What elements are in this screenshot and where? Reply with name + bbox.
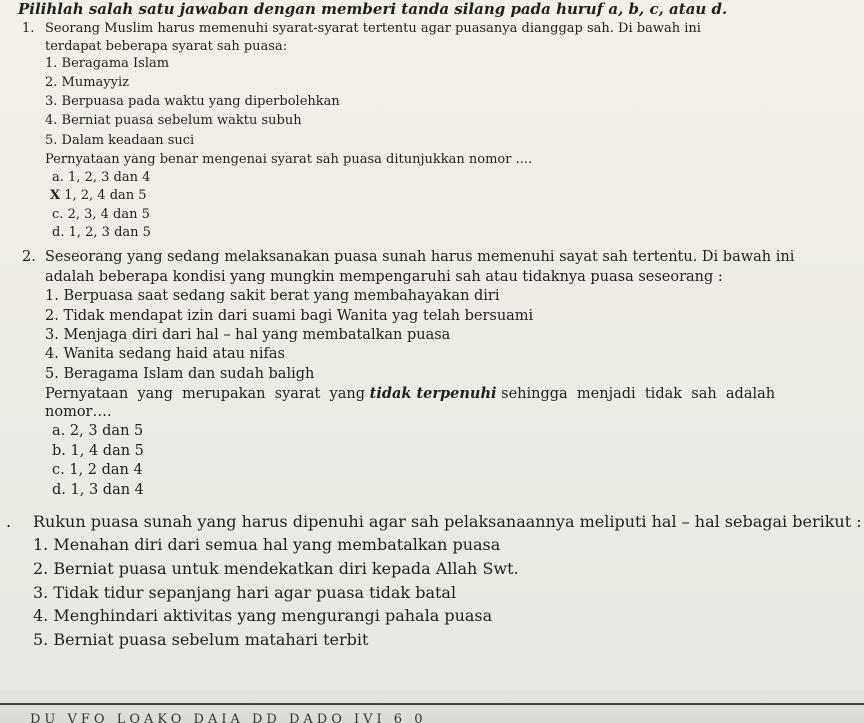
- q1-item-5: 5. Dalam keadaan suci: [45, 133, 195, 148]
- option-letter: d.: [52, 482, 66, 498]
- option-text: 2, 3 dan 5: [69, 423, 144, 439]
- option-text: 1, 2, 3 dan 5: [68, 225, 151, 240]
- q1-item-4: 4. Berniat puasa sebelum waktu subuh: [45, 113, 302, 128]
- q2-item-4: 4. Wanita sedang haid atau nifas: [45, 346, 285, 362]
- option-letter: b.: [52, 443, 66, 459]
- option-text: 1, 2 dan 4: [69, 462, 143, 478]
- cut-off-text: DU VFO LOAKO DAIA DD DADO IVI 6 0: [30, 712, 427, 723]
- q3-stem: Rukun puasa sunah yang harus dipenuhi agar sah pelaksanaannya meliputi hal – hal sebagai berikut :: [33, 512, 862, 531]
- q1-option-a[interactable]: [52, 170, 150, 185]
- q2-option-c[interactable]: [52, 462, 143, 478]
- q2-stem-line1: Seseorang yang sedang melaksanakan puasa sunah harus memenuhi sayat sah tertentu. Di bawah ini: [45, 249, 795, 265]
- q1-item-2: 2. Mumayyiz: [45, 75, 129, 90]
- option-letter: a.: [52, 170, 64, 185]
- option-letter: a.: [52, 423, 66, 439]
- q2-question-part2: sehingga menjadi tidak sah adalah: [496, 386, 776, 402]
- q2-question-part1: Pernyataan yang merupakan syarat yang: [45, 386, 370, 402]
- q3-number: .: [6, 512, 12, 531]
- page-divider-line: [0, 703, 864, 705]
- q3-item-4: 4. Menghindari aktivitas yang mengurangi pahala puasa: [33, 606, 493, 625]
- q3-item-2: 2. Berniat puasa untuk mendekatkan diri kepada Allah Swt.: [33, 559, 519, 578]
- q2-item-5: 5. Beragama Islam dan sudah baligh: [45, 366, 315, 382]
- q1-number: 1.: [22, 21, 35, 36]
- option-text: 2, 3, 4 dan 5: [67, 207, 150, 222]
- option-letter: c.: [52, 207, 64, 222]
- q1-question: Pernyataan yang benar mengenai syarat sah puasa ditunjukkan nomor ....: [45, 152, 533, 167]
- option-text: 1, 2, 4 dan 5: [64, 188, 147, 203]
- q1-option-c[interactable]: [52, 207, 150, 222]
- option-text: 1, 4 dan 5: [70, 443, 144, 459]
- q1-option-d[interactable]: [52, 225, 151, 240]
- q2-item-2: 2. Tidak mendapat izin dari suami bagi Wanita yag telah bersuami: [45, 308, 534, 324]
- q2-question-line1: [45, 385, 775, 402]
- q1-item-1: 1. Beragama Islam: [45, 56, 170, 71]
- q2-item-3: 3. Menjaga diri dari hal – hal yang membatalkan puasa: [45, 327, 451, 343]
- q3-item-1: 1. Menahan diri dari semua hal yang membatalkan puasa: [33, 535, 501, 554]
- q1-option-b-marked[interactable]: [50, 188, 147, 203]
- q2-option-d[interactable]: [52, 482, 144, 498]
- instructions-header: [18, 0, 727, 18]
- q2-question-line2: nomor….: [45, 404, 112, 420]
- q3-item-3: 3. Tidak tidur sepanjang hari agar puasa tidak batal: [33, 583, 457, 602]
- q2-option-b[interactable]: [52, 443, 144, 459]
- header-text: Pilihlah salah satu jawaban dengan memberi tanda silang pada huruf a, b, c, atau d.: [18, 0, 728, 18]
- option-text: 1, 3 dan 4: [70, 482, 144, 498]
- q2-number: 2.: [22, 249, 36, 265]
- q2-stem-line2: adalah beberapa kondisi yang mungkin mempengaruhi sah atau tidaknya puasa seseorang :: [45, 269, 723, 285]
- q2-question-emphasis: tidak terpenuhi: [369, 385, 497, 402]
- q1-stem-line1: Seorang Muslim harus memenuhi syarat-syarat tertentu agar puasanya dianggap sah. Di bawah ini: [45, 21, 701, 36]
- option-text: 1, 2, 3 dan 4: [68, 170, 151, 185]
- option-letter: d.: [52, 225, 65, 240]
- q1-stem-line2: terdapat beberapa syarat sah puasa:: [45, 39, 288, 54]
- option-letter: c.: [52, 462, 65, 478]
- cross-mark-icon: X: [50, 188, 61, 203]
- q2-option-a[interactable]: [52, 423, 143, 439]
- q2-item-1: 1. Berpuasa saat sedang sakit berat yang membahayakan diri: [45, 288, 500, 304]
- q1-item-3: 3. Berpuasa pada waktu yang diperbolehkan: [45, 94, 340, 109]
- q3-item-5: 5. Berniat puasa sebelum matahari terbit: [33, 630, 369, 649]
